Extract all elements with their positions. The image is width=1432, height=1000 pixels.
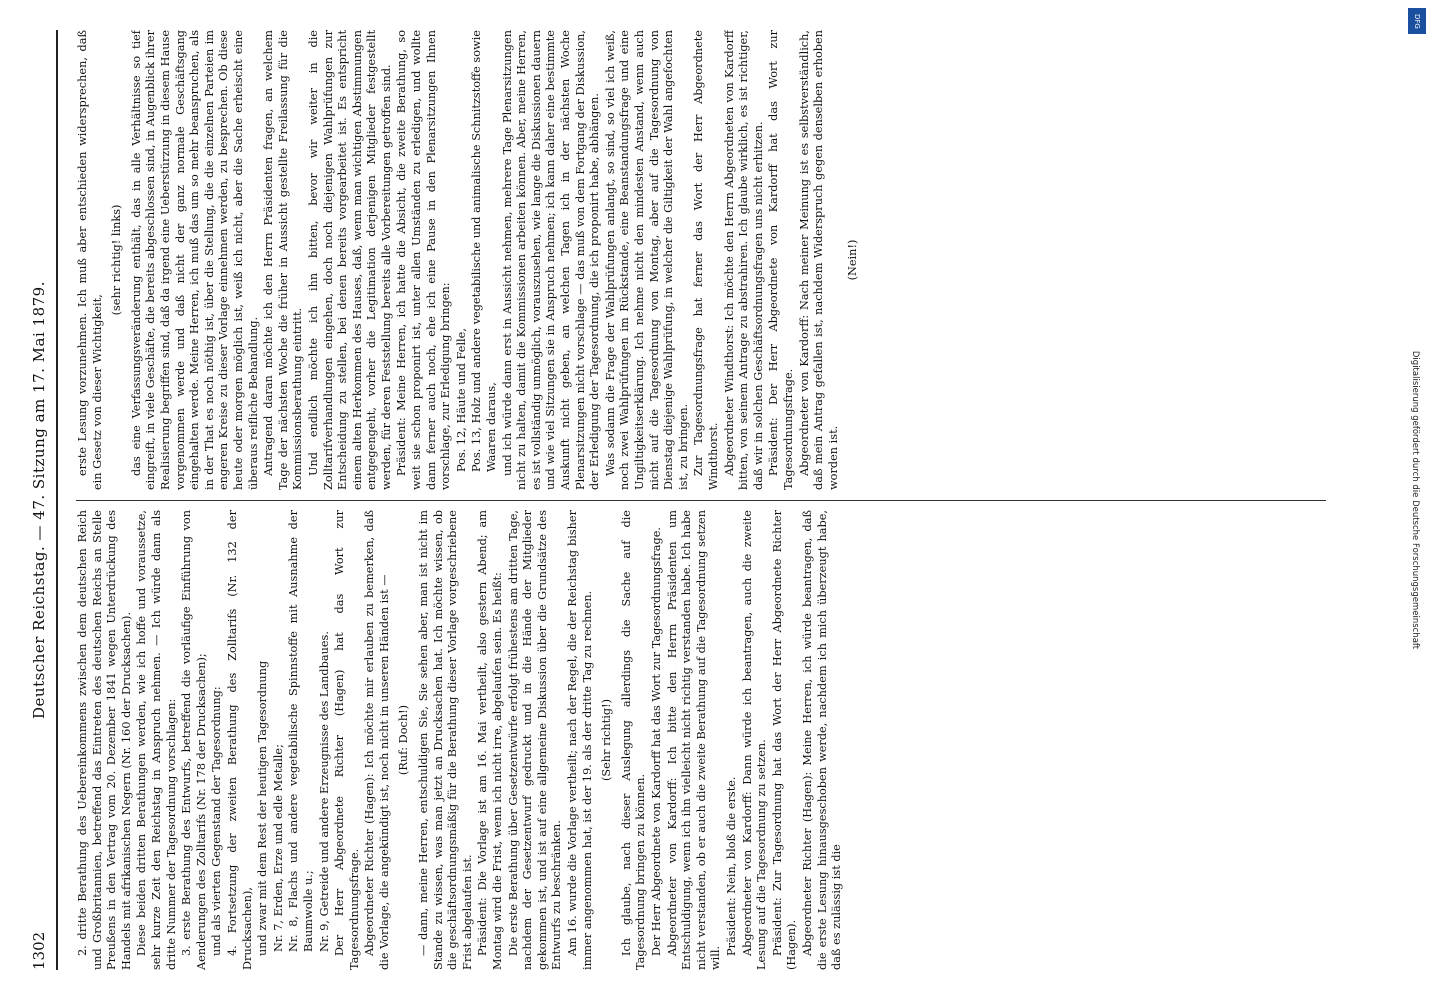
page-title: Deutscher Reichstag. — 47. Sitzung am 17. Mai 1879.: [30, 281, 48, 719]
paragraph: Ich glaube, nach dieser Auslegung allerdings die Sache auf die Tagesordnung bringen zu können.: [619, 510, 648, 970]
paragraph: Präsident: Nein, bloß die erste.: [724, 776, 738, 956]
paragraph: Abgeordneter Richter (Hagen): Ich möchte mir erlauben zu bemerken, daß die Vorlage, die angekündigt ist, noch nicht in unseren Händen ist —: [363, 510, 391, 970]
digitization-note-text: Digitalisierung gefördert durch die Deutsche Forschungsgemeinschaft: [1410, 350, 1420, 650]
paragraph: Der Herr Abgeordnete Richter (Hagen) hat das Wort zur Tagesordnungsfrage.: [333, 510, 361, 970]
paragraph: Was sodann die Frage der Wahlprüfungen anlangt, so sind, so viel ich weiß, noch zwei Wahlprüfungen im Rückstande, eine Beanstandungsfrage und eine Ungiltigkeitserklärung. Ich nehme nicht den mindesten Anstand, wenn auch nicht auf die Tagesordnung von Montag, aber auf die Tagesordnung von Dienstag diejenige Wahlprüfung, in welcher die Giltigkeit der Wahl angefochten ist, zu bringen.: [603, 30, 690, 490]
paragraph: 2. dritte Berathung des Uebereinkommens zwischen dem deutschen Reich und Großbritannien, betreffend das Eintreten des deutschen Reichs an Stelle Preußens in den Vertrag vom 20. Dezember 1841 wegen Unterdrückung des Handels mit afrikanischen Negern (Nr. 160 der Drucksachen).: [76, 510, 133, 970]
paragraph: (Nein!): [846, 239, 860, 281]
paragraph: (Sehr richtig!): [600, 698, 614, 782]
paragraph: Pos. 13, Holz und andere vegetabilische und animalische Schnitzstoffe sowie Waaren daraus,: [470, 30, 499, 472]
paragraph: Abgeordneter von Kardorff: Ich bitte den Herrn Präsidenten um Entschuldigung, wenn ich ihn vielleicht nicht richtig verstanden habe. Ich habe nicht verstanden, ob er auch die zweite Berathung auf die Tagesordnung setzen will.: [665, 510, 723, 970]
text-column-left: [76, 510, 1326, 970]
paragraph: erste Lesung vorzunehmen. Ich muß aber entschieden widersprechen, daß ein Gesetz von dieser Wichtigkeit,: [76, 30, 104, 490]
paragraph: Die erste Berathung über Gesetzentwürfe erfolgt frühestens am dritten Tage, nachdem der Gesetzentwurf gedruckt und in die Hände der Mitglieder gekommen ist, und ist auf eine allgemeine Diskussion über die Grundsätze des Entwurfs zu beschränken.: [506, 510, 564, 970]
text-column-right: [76, 30, 1326, 490]
paragraph: Der Herr Abgeordnete von Kardorff hat das Wort zur Tagesordnungsfrage.: [649, 527, 663, 956]
paragraph: und als vierten Gegenstand der Tagesordnung:: [210, 686, 224, 956]
paragraph: 4. Fortsetzung der zweiten Berathung des Zolltarifs (Nr. 132 der Drucksachen),: [225, 510, 254, 970]
paragraph: Nr. 9, Getreide und andere Erzeugnisse des Landbaues.: [317, 631, 331, 952]
paragraph: (sehr richtig! links): [110, 204, 124, 316]
paragraph: Antragend daran möchte ich den Herrn Präsidenten fragen, an welchem Tage der nächsten Woche die früher in Aussicht gestellte Freilassung für die Kommissionsberathung eintritt.: [262, 30, 305, 490]
page-header: [20, 30, 58, 970]
paragraph: Nr. 7, Erden, Erze und edle Metalle;: [271, 744, 285, 952]
paragraph: Zur Tagesordnungsfrage hat ferner das Wort der Herr Abgeordnete Windthorst.: [692, 30, 720, 490]
paragraph: — dann, meine Herren, entschuldigen Sie, Sie sehen aber, man ist nicht im Stande zu wissen, was man jetzt an Drucksachen hat. Ich möchte wissen, ob die geschäftsordnungsmäßig für die Berathung dieser Vorlage vorgeschriebene Frist abgelaufen ist.: [417, 510, 474, 970]
paragraph: Nr. 8, Flachs und andere vegetabilische Spinnstoffe mit Ausnahme der Baumwolle u.;: [287, 510, 315, 952]
paragraph: Präsident: Der Herr Abgeordnete von Kardorff hat das Wort zur Tagesordnungsfrage.: [767, 30, 795, 490]
paragraph: das eine Verfassungsveränderung enthält, das in alle Verhältnisse so tief eingreift, in viele Geschäfte, die bereits abgeschlossen sind, in Augenblick ihrer Realisierung begriffen sind, daß da irgend eine Ueberstürzung in diesem Hause vorgenommen werde und daß nicht der ganz normale Geschäftsgang eingehalten werde. Meine Herren, ich muß das um so mehr beanspruchen, als in der That es noch nöthig ist, über die Stellung, die die einzelnen Parteien im engeren Kreise zu dieser Vorlage einnehmen werden, zu besprechen. Ob diese heute oder morgen möglich ist, weiß ich nicht, aber die Sache erheischt eine überaus reifliche Behandlung.: [129, 30, 260, 490]
column-divider: [76, 500, 1326, 501]
paragraph: Diese beiden dritten Berathungen werden, wie ich hoffe und voraussetze, sehr kurze Zeit den Reichstag in Anspruch nehmen. — Ich würde dann als dritte Nummer der Tagesordnung vorschlagen:: [135, 510, 178, 970]
paragraph: Präsident: Meine Herren, ich hatte die Absicht, die zweite Berathung, so weit sie schon proponirt ist, unter allen Umständen zu erledigen, und wollte dann ferner auch noch, ehe ich eine Pause in den Plenarsitzungen Ihnen vorschlage, zur Erledigung bringen:: [395, 30, 453, 490]
paragraph: Abgeordneter Windthorst: Ich möchte den Herrn Abgeordneten von Kardorff bitten, von seinem Antrage zu abstrahiren. Ich glaube wirklich, es ist richtiger, daß wir in solchen Geschäftsordnungsfragen uns nicht erhitzen.: [722, 30, 765, 490]
paragraph: Am 16. wurde die Vorlage vertheilt; nach der Regel, die der Reichstag bisher immer angenommen hat, ist der 19. als der dritte Tag zu rechnen.: [566, 510, 594, 970]
paragraph: Präsident: Zur Tagesordnung hat das Wort der Herr Abgeordnete Richter (Hagen).: [770, 510, 799, 970]
paragraph: Abgeordneter von Kardorff: Dann würde ich beantragen, auch die zweite Lesung auf die Tagesordnung zu setzen.: [740, 510, 769, 970]
paragraph: (Ruf: Doch!): [397, 704, 411, 776]
paragraph: Abgeordneter von Kardorff: Nach meiner Meinung ist es selbstverständlich, daß mein Antrag gefallen ist, nachdem Widerspruch gegen denselben erhoben worden ist.: [797, 30, 840, 490]
paragraph: 3. erste Berathung des Entwurfs, betreffend die vorläufige Einführung von Aenderungen des Zolltarifs (Nr. 178 der Drucksachen);: [180, 510, 208, 970]
paragraph: Präsident: Die Vorlage ist am 16. Mai vertheilt, also gestern Abend; am Montag wird die Frist, wenn ich nicht irre, abgelaufen sein. Es heißt:: [476, 510, 505, 970]
paragraph: Und endlich möchte ich ihn bitten, bevor wir weiter in die Zolltarifverhandlungen eingehen, doch noch diejenigen Wahlprüfungen zur Entscheidung zu stellen, bei denen bereits vorgearbeitet ist. Es entspricht einem alten Herkommen des Hauses, daß, wenn man wichtigen Abstimmungen entgegengeht, vorher die Legitimation derjenigen Mitglieder festgestellt werden, für deren Feststellung bereits alle Vorbereitungen getroffen sind.: [306, 30, 393, 490]
paragraph: Abgeordneter Richter (Hagen): Meine Herren, ich würde beantragen, daß die erste Lesung hinausgeschoben werde, nachdem ich mich überzeugt habe, daß es zulässig ist die: [800, 510, 844, 970]
page-number: 1302: [30, 931, 48, 970]
paragraph: Pos. 12, Häute und Felle,: [454, 328, 468, 472]
dfg-logo: DFG: [1408, 8, 1426, 34]
paragraph: und zwar mit dem Rest der heutigen Tagesordnung: [256, 660, 270, 956]
digitization-note: [1398, 0, 1432, 1000]
paragraph: und ich würde dann erst in Aussicht nehmen, mehrere Tage Plenarsitzungen nicht zu halten, damit die Kommissionen arbeiten können. Aber, meine Herren, es ist vollständig unmöglich, vorauszusehen, wie lange die Diskussionen dauern und wie viel Sitzungen sie in Anspruch nehmen; ich kann daher eine bestimmte Auskunft nicht geben, an welchen Tagen ich in der nächsten Woche Plenarsitzungen nicht vorschlage — das muß von dem Fortgang der Diskussion, der Erledigung der Tagesordnung, die ich proponirt habe, abhängen.: [500, 30, 602, 490]
